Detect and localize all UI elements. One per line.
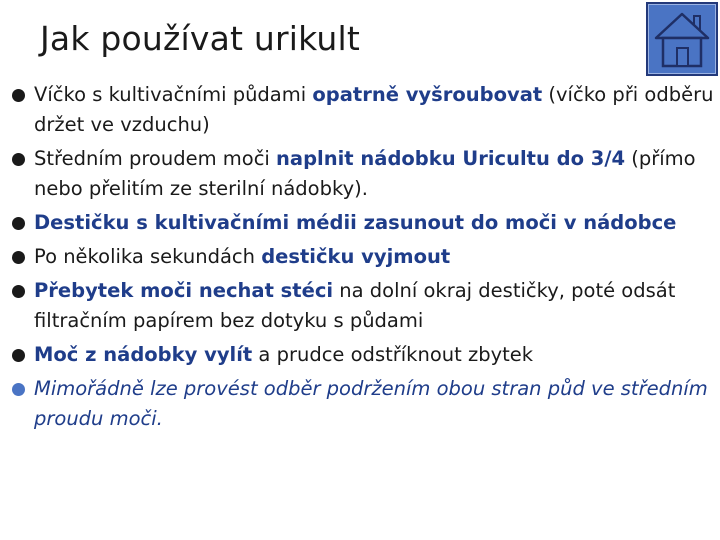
bullet-dot [12,251,25,264]
bullet-dot [12,285,25,298]
page-title: Jak používat urikult [40,19,361,58]
bullet-dot [12,89,25,102]
list-item: Přebytek moči nechat stéci na dolní okraj destičky, poté odsát filtračním papírem bez dotyku s půdami [12,276,716,336]
home-button[interactable] [646,2,718,76]
bullet-dot [12,349,25,362]
bullet-list [12,80,716,438]
list-item: Středním proudem moči naplnit nádobku Uricultu do 3/4 (přímo nebo přelitím ze sterilní nádobky). [12,144,716,204]
bullet-dot [12,217,25,230]
list-item: Destičku s kultivačními médii zasunout do moči v nádobce [12,208,716,238]
list-item: Mimořádně lze provést odběr podržením obou stran půd ve středním proudu moči. [12,374,716,434]
list-item: Moč z nádobky vylít a prudce odstříknout zbytek [12,340,716,370]
bullet-dot [12,153,25,166]
list-item: Víčko s kultivačními půdami opatrně vyšroubovat (víčko při odběru držet ve vzduchu) [12,80,716,140]
house-icon [653,8,711,70]
bullet-dot [12,383,25,396]
list-item: Po několika sekundách destičku vyjmout [12,242,716,272]
